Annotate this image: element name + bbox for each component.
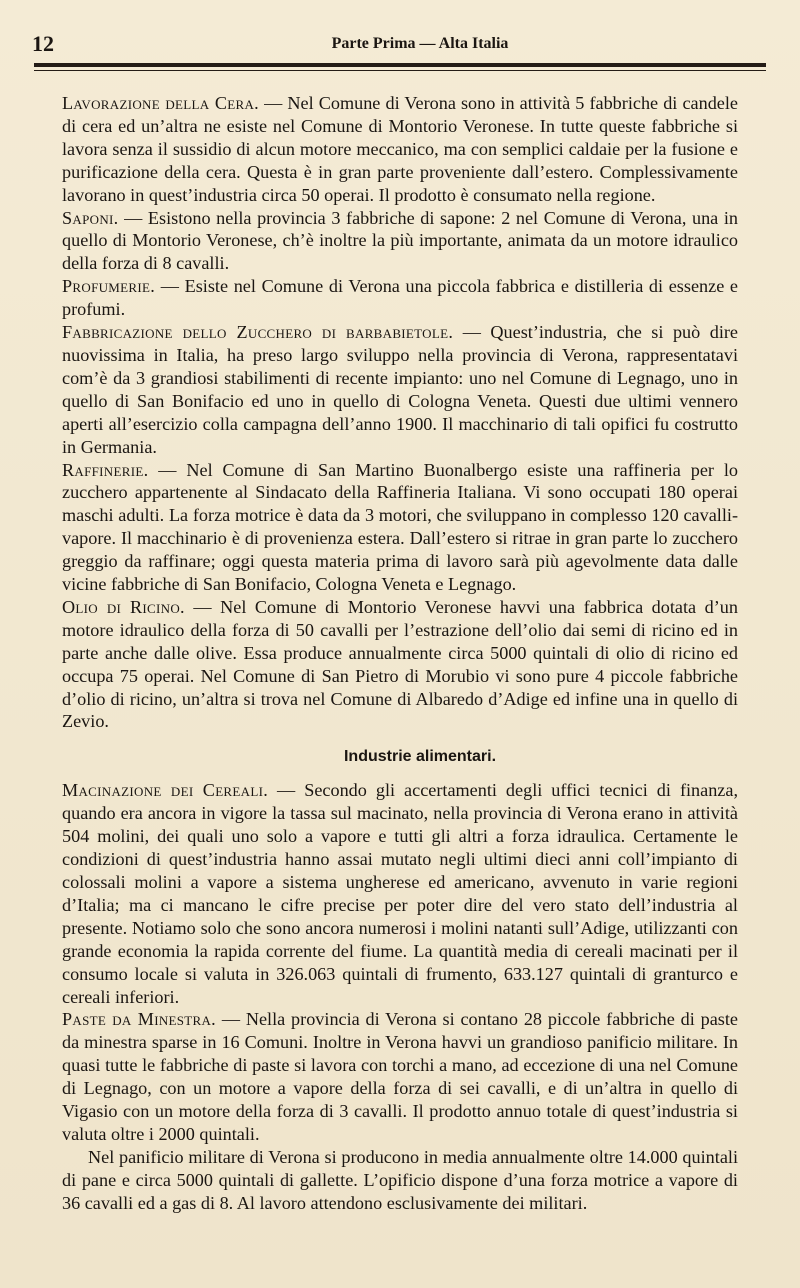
page-header xyxy=(32,30,768,58)
running-title: Parte Prima — Alta Italia xyxy=(331,35,509,52)
paragraph-text: — Nella provincia di Verona si contano 28 piccole fabbriche di paste da minestra sparse in 16 Comuni. Inoltre in Verona havvi un grandioso panificio militare. In quasi tutte le fabbriche di paste si lavora con torchi a mano, ad eccezione di una nel Comune di Legnago, con un motore a vapore della forza di sei cavalli, e di un’altra in quello di Vigasio con un motore della forza di 3 cavalli. Il prodotto annuo totale di quest’industria si valuta oltre i 2000 quintali. xyxy=(62,1009,738,1144)
paragraph-panificio xyxy=(62,1146,738,1215)
paragraph-lead: Fabbricazione dello Zucchero di barbabietole. xyxy=(62,322,454,343)
paragraph-lead: Lavorazione della Cera. xyxy=(62,93,260,113)
paragraph-text: — Secondo gli accertamenti degli uffici tecnici di finanza, quando era ancora in vigore la tassa sul macinato, nella provincia di Verona erano in attività 504 molini, dei quali uno solo a vapore e tutti gli altri a forza idraulica. Certamente le condizioni di quest’industria hanno assai mutato negli ultimi dieci anni coll’impianto di colossali molini a vapore a sistema ungherese ed americano, avvenuto in varie regioni d’Italia; ma ci mancano le cifre precise per poter dire del vero stato dell’industria al presente. Notiamo solo che sono ancora numerosi i molini natanti sull’Adige, utilizzanti con grande economia la rapida corrente del fiume. La quantità media di cereali macinati per il consumo locale si valuta in 326.063 quintali di frumento, 633.127 quintali di granturco e cereali inferiori. xyxy=(62,780,739,1007)
paragraph-macinazione xyxy=(62,779,738,1008)
paragraph-text: Nel panificio militare di Verona si producono in media annualmente oltre 14.000 quintali di pane e circa 5000 quintali di gallette. L’opificio dispone d’una forza motrice a vapore di 36 cavalli ed a gas di 8. Al lavoro attendono esclusivamente dei militari. xyxy=(62,1146,738,1213)
header-rule xyxy=(34,63,766,67)
paragraph-cera xyxy=(62,92,738,207)
paragraph-paste xyxy=(62,1008,738,1145)
paragraph-raffinerie xyxy=(62,459,738,596)
paragraph-lead: Macinazione dei Cereali. xyxy=(62,780,269,801)
page-body xyxy=(62,92,738,1215)
paragraph-profumerie xyxy=(62,275,738,321)
paragraph-zucchero xyxy=(62,321,738,458)
paragraph-text: — Nel Comune di Verona sono in attività 5 fabbriche di candele di cera ed un’altra ne esiste nel Comune di Montorio Veronese. In tutte queste fabbriche si lavora senza il sussidio di alcun motore meccanico, ma con semplici caldaie per la fusione e purificazione della cera. Questa è in gran parte proveniente dall’estero. Complessivamente lavorano in quest’industria circa 50 operai. Il prodotto è consumato nella regione. xyxy=(62,93,738,205)
paragraph-text: — Nel Comune di Montorio Veronese havvi una fabbrica dotata d’un motore idraulico della forza di 50 cavalli per l’estrazione dell’olio dai semi di ricino ed in parte anche dalle olive. Essa produce annualmente circa 5000 quintali di olio di ricino ed occupa 75 operai. Nel Comune di San Pietro di Morubio vi sono pure 4 piccole fabbriche d’olio di ricino, un’altra si trova nel Comune di Albaredo d’Adige ed infine una in quello di Zevio. xyxy=(62,596,738,732)
header-rule-thin xyxy=(34,70,766,71)
paragraph-lead: Raffinerie. xyxy=(62,459,149,480)
paragraph-lead: Profumerie. xyxy=(62,276,156,297)
paragraph-olio-ricino xyxy=(62,596,738,733)
paragraph-saponi xyxy=(62,207,738,276)
paragraph-lead: Saponi. xyxy=(62,207,119,228)
paragraph-lead: Paste da Minestra. xyxy=(62,1009,217,1030)
page-number: 12 xyxy=(32,31,54,56)
paragraph-lead: Olio di Ricino. xyxy=(62,596,185,617)
paragraph-text: — Esistono nella provincia 3 fabbriche di sapone: 2 nel Comune di Verona, una in quello di Montorio Veronese, ch’è inoltre la più importante, animata da un motore idraulico della forza di 8 cavalli. xyxy=(62,207,738,274)
paragraph-text: — Esiste nel Comune di Verona una piccola fabbrica e distilleria di essenze e profumi. xyxy=(62,276,738,320)
section-heading: Industrie alimentari. xyxy=(343,748,497,766)
paragraph-text: — Nel Comune di San Martino Buonalbergo esiste una raffineria per lo zucchero appartenente al Sindacato della Raffineria Italiana. Vi sono occupati 180 operai maschi adulti. La forza motrice è data da 3 motori, che sviluppano in complesso 120 cavalli-vapore. Il macchinario è di provenienza estera. Dall’estero si ritrae in gran parte lo zucchero greggio da raffinare; oggi questa materia prima di lavoro sarà più agevolmente data dalle vicine fabbriche di San Bonifacio, Cologna Veneta e Legnago. xyxy=(62,459,738,595)
paragraph-text: — Quest’industria, che si può dire nuovissima in Italia, ha preso largo sviluppo nella provincia di Verona, rappresentatavi com’è da 3 grandiosi stabilimenti di recente impianto: uno nel Comune di Legnago, uno in quello di San Bonifacio ed uno in quello di Cologna Veneta. Questi due ultimi vennero aperti all’esercizio colla campagna dell’anno 1900. Il macchinario di tali opifici fu costrutto in Germania. xyxy=(62,322,738,457)
